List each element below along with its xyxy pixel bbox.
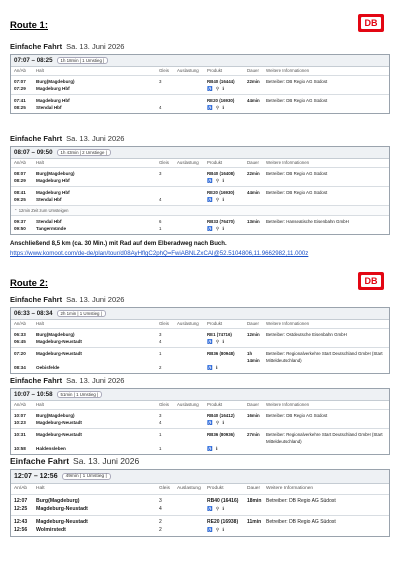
journey-summary[interactable] <box>11 389 389 401</box>
accessibility-icons: ♿ ⚲ ℹ <box>207 420 226 425</box>
product-link[interactable]: RB33 (76470) <box>207 219 235 224</box>
journey-title: Einfache Fahrt <box>10 134 63 143</box>
journey-duration-badge: 1h 18min | 1 Umstieg | <box>57 57 109 64</box>
table-header: An/Ab Halt Gleis Auslastung Produkt Dauer Weitere Informationen <box>14 321 310 326</box>
product-link[interactable]: RB40 (16412) <box>207 413 235 418</box>
transfer-info: ⌃ 12min Zeit zum Umsteigen <box>11 205 389 215</box>
table-header: An/Ab Halt Gleis Auslastung Produkt Dauer Weitere Informationen <box>14 402 310 407</box>
journey-duration-badge: 49min | 1 Umstieg | <box>62 473 111 480</box>
journey-date: Sa. 13. Juni 2026 <box>66 376 125 385</box>
journey-card <box>10 134 390 235</box>
journey-summary[interactable] <box>11 308 389 320</box>
journey-title: Einfache Fahrt <box>10 295 63 304</box>
table-row: 10:07 Burg(Magdeburg) 3 RB40 (16412) 16min Betreiber: DB Regio AG Südost 10:23 Magdeburg-Neustadt 4 ♿ ⚲ ℹ <box>11 409 389 428</box>
table-row: 08:41 Magdeburg Hbf RE20 (16930) 44min Betreiber: DB Regio AG Südost 09:25 Stendal Hbf 4 ♿ ⚲ ℹ <box>11 186 389 205</box>
journey-date: Sa. 13. Juni 2026 <box>73 456 140 466</box>
komoot-link[interactable]: https://www.komoot.com/de-de/plan/tour/d08AyHflgC2phQ=FwiABNLZxCAI@52.5104806,11.9662982,11.000z <box>10 250 309 257</box>
journey-card <box>10 42 390 114</box>
accessibility-icons: ♿ ⚲ ℹ <box>207 506 226 511</box>
journey-duration-badge: 51min | 1 Umstieg | <box>57 391 103 398</box>
table-row: 07:07 Burg(Magdeburg) 3 RB40 (16444) 22min Betreiber: DB Regio AG Südost 07:29 Magdeburg Hbf ♿ ⚲ ℹ <box>11 75 389 94</box>
accessibility-icons: ♿ ⚲ ℹ <box>207 527 226 532</box>
journey-title: Einfache Fahrt <box>10 376 63 385</box>
journey-date: Sa. 13. Juni 2026 <box>66 295 125 304</box>
product-link[interactable]: RB40 (16408) <box>207 171 235 176</box>
journey-times: 07:07 – 08:25 <box>14 57 53 64</box>
product-link[interactable]: RE20 (16930) <box>207 190 235 195</box>
accessibility-icons: ♿ ℹ <box>207 365 219 370</box>
table-row: 09:37 Stendal Hbf 6 RB33 (76470) 13min Betreiber: Hanseatische Eisenbahn GmbH 09:50 Tangermünde 1 ♿ ⚲ ℹ <box>11 215 389 234</box>
db-logo-icon: DB <box>358 272 384 290</box>
product-link[interactable]: RB40 (16416) <box>207 498 239 504</box>
journey-title: Einfache Fahrt <box>10 456 70 466</box>
route-1-title: Route 1: <box>10 20 48 31</box>
journey-summary[interactable] <box>11 55 389 67</box>
db-logo-icon: DB <box>358 14 384 32</box>
journey-duration-badge: 1h 43min | 2 Umstiege | <box>57 149 111 156</box>
accessibility-icons: ♿ ⚲ ℹ <box>207 178 226 183</box>
accessibility-icons: ♿ ⚲ ℹ <box>207 86 226 91</box>
table-row: 12:43 Magdeburg-Neustadt 2 RE20 (16938) 11min Betreiber: DB Regio AG Südost 12:56 Wolmirstedt 2 ♿ ⚲ ℹ <box>11 515 389 536</box>
table-header: An/Ab Halt Gleis Auslastung Produkt Dauer Weitere Informationen <box>14 160 310 165</box>
product-link[interactable]: RB36 (80948) <box>207 351 235 356</box>
journey-duration-badge: 2h 1min | 1 Umstieg | <box>57 310 106 317</box>
journey-date: Sa. 13. Juni 2026 <box>66 134 125 143</box>
journey-times: 12:07 – 12:56 <box>14 473 58 480</box>
table-row: 07:20 Magdeburg-Neustadt 1 RB36 (80948) 1h 14min Betreiber: Regionalverkehre Start Deutschland GmbH (Start Mitteldeutschland) 08:34 Oebisfelde 2 ♿ ℹ <box>11 347 389 373</box>
accessibility-icons: ♿ ⚲ ℹ <box>207 105 226 110</box>
product-link[interactable]: RE20 (16938) <box>207 519 239 525</box>
product-link[interactable]: RB40 (16444) <box>207 79 235 84</box>
table-row: 10:31 Magdeburg-Neustadt 1 RB36 (80936) 27min Betreiber: Regionalverkehre Start Deutschland GmbH (Start Mitteldeutschland) 10:58 Haldensleben 1 ♿ ℹ <box>11 428 389 454</box>
journey-card <box>10 295 390 374</box>
product-link[interactable]: RE1 (74716) <box>207 332 232 337</box>
table-row: 08:07 Burg(Magdeburg) 3 RB40 (16408) 22min Betreiber: DB Regio AG Südost 08:29 Magdeburg Hbf ♿ ⚲ ℹ <box>11 167 389 186</box>
journey-card <box>10 376 390 455</box>
table-header: An/Ab Halt Gleis Auslastung Produkt Dauer Weitere Informationen <box>14 486 314 491</box>
table-row: 07:41 Magdeburg Hbf RE20 (16930) 44min Betreiber: DB Regio AG Südost 08:25 Stendal Hbf 4 ♿ ⚲ ℹ <box>11 94 389 113</box>
journey-times: 08:07 – 09:50 <box>14 149 53 156</box>
journey-date: Sa. 13. Juni 2026 <box>66 42 125 51</box>
route-2-title: Route 2: <box>10 278 48 289</box>
transfer-icon: ⌃ <box>14 208 19 213</box>
table-row: 06:33 Burg(Magdeburg) 3 RE1 (74716) 12min Betreiber: Ostdeutsche Eisenbahn GmbH 06:45 Magdeburg-Neustadt 4 ♿ ⚲ ℹ <box>11 328 389 347</box>
accessibility-icons: ♿ ⚲ ℹ <box>207 226 226 231</box>
journey-summary[interactable] <box>11 147 389 159</box>
journey-times: 10:07 – 10:58 <box>14 391 53 398</box>
journey-times: 06:33 – 08:34 <box>14 310 53 317</box>
bike-note: Anschließend 8,5 km (ca. 30 Min.) mit Rad auf dem Elberadweg nach Buch. <box>10 240 227 247</box>
accessibility-icons: ♿ ⚲ ℹ <box>207 339 226 344</box>
table-row: 12:07 Burg(Magdeburg) 3 RB40 (16416) 18min Betreiber: DB Regio AG Südost 12:25 Magdeburg-Neustadt 4 ♿ ⚲ ℹ <box>11 494 389 515</box>
journey-summary[interactable] <box>11 470 389 484</box>
journey-card <box>10 456 390 537</box>
product-link[interactable]: RB36 (80936) <box>207 432 235 437</box>
accessibility-icons: ♿ ⚲ ℹ <box>207 197 226 202</box>
table-header: An/Ab Halt Gleis Auslastung Produkt Dauer Weitere Informationen <box>14 68 310 73</box>
accessibility-icons: ♿ ℹ <box>207 446 219 451</box>
journey-title: Einfache Fahrt <box>10 42 63 51</box>
product-link[interactable]: RE20 (16930) <box>207 98 235 103</box>
